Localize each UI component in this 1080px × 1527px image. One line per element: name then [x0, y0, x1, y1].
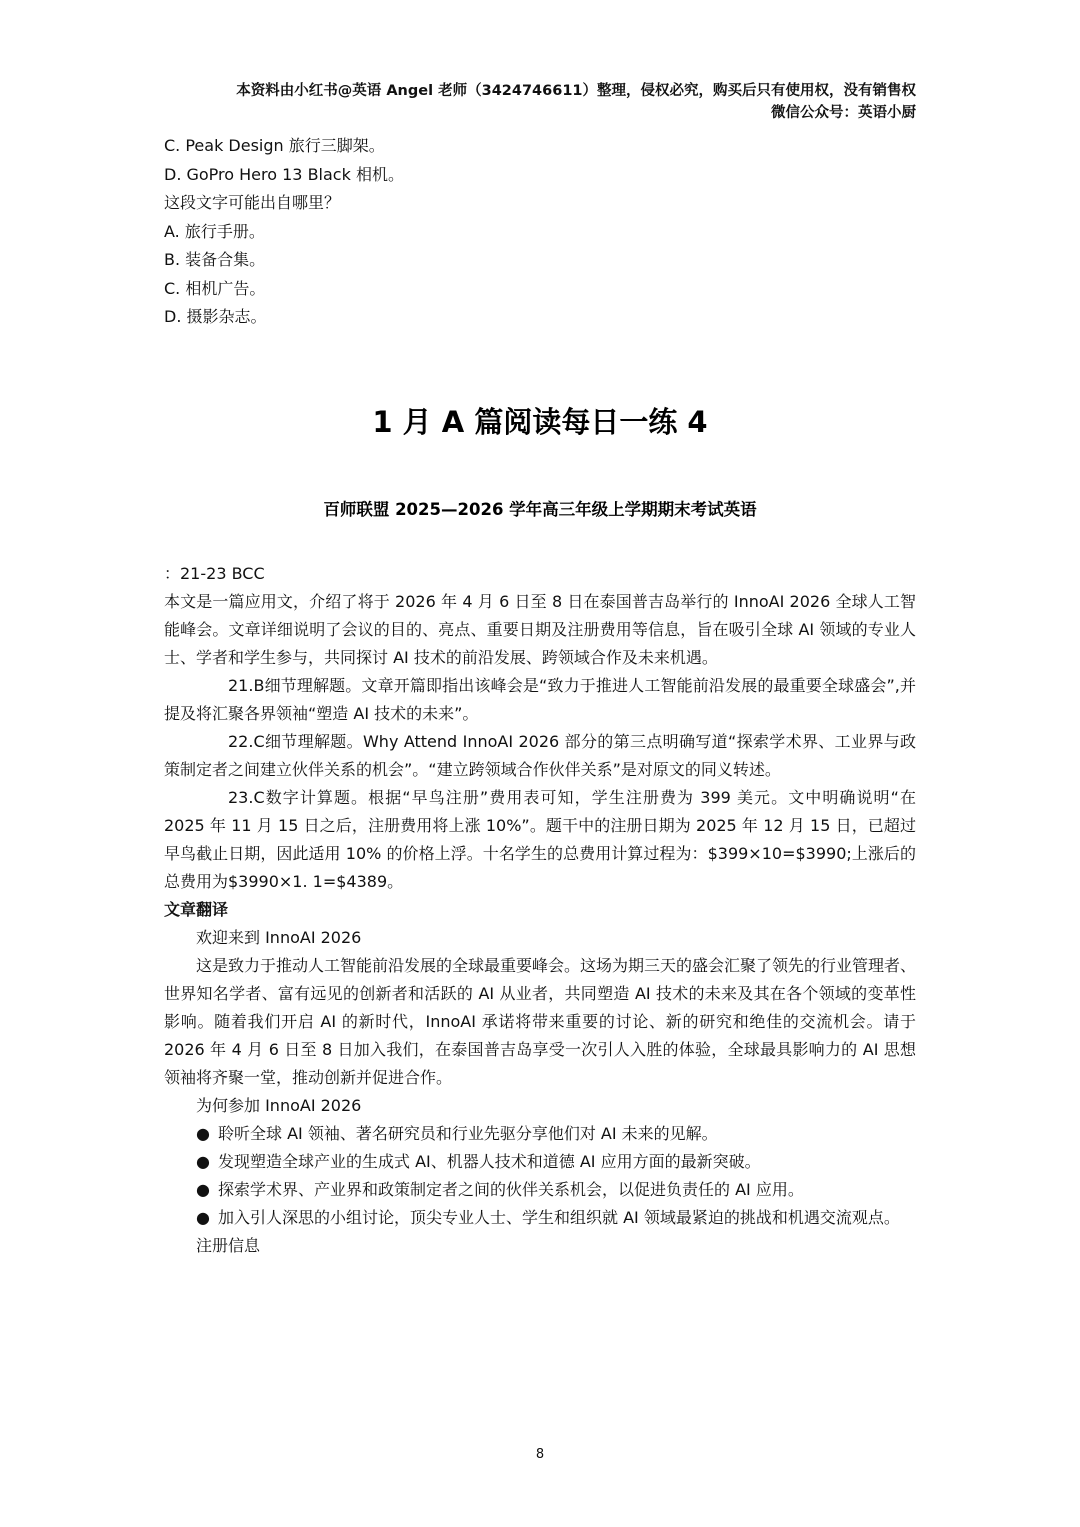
list-item — [164, 1176, 916, 1204]
page-header — [236, 80, 916, 124]
question-options — [164, 132, 916, 332]
option-line: C. 相机广告。 — [164, 278, 266, 298]
header-copyright-line: 本资料由小红书@英语 Angel 老师（3424746611）整理，侵权必究，购买后只有使用权，没有销售权 — [236, 83, 916, 99]
list-item — [164, 1148, 916, 1176]
body-content — [164, 560, 916, 1260]
bullet-icon: ● — [196, 1208, 210, 1227]
question-stem: 这段文字可能出自哪里？ — [164, 193, 341, 212]
page-title: 1 月 A 篇阅读每日一练 4 — [372, 405, 708, 439]
explanation-text: 细节理解题。Why Attend InnoAI 2026 部分的第三点明确写道“探索学术界、工业界与政策制定者之间建立伙伴关系的机会”。“建立跨领域合作伙伴关系”是对原文的同义转述。 — [164, 732, 916, 779]
why-attend-heading: 为何参加 InnoAI 2026 — [196, 1096, 362, 1115]
option-line: D. 摄影杂志。 — [164, 307, 267, 326]
registration-heading: 注册信息 — [196, 1236, 261, 1255]
bullet-text: 加入引人深思的小组讨论，顶尖专业人士、学生和组织就 AI 领域最紧迫的挑战和机遇交流观点。 — [218, 1208, 900, 1227]
option-line: A. 旅行手册。 — [164, 221, 265, 241]
bullet-text: 发现塑造全球产业的生成式 AI、机器人技术和道德 AI 应用方面的最新突破。 — [218, 1152, 761, 1171]
header-wechat-line: 微信公众号：英语小厨 — [771, 105, 916, 121]
bullet-icon: ● — [196, 1124, 210, 1143]
exam-subtitle: 百师联盟 2025—2026 学年高三年级上学期期末考试英语 — [323, 500, 757, 519]
translation-heading: 文章翻译 — [164, 900, 229, 919]
option-line: C. Peak Design 旅行三脚架。 — [164, 136, 385, 155]
option-line: D. GoPro Hero 13 Black 相机。 — [164, 164, 404, 184]
explanation-item — [164, 728, 916, 784]
intro-paragraph: 这是致力于推动人工智能前沿发展的全球最重要峰会。这场为期三天的盛会汇聚了领先的行业管理者、世界知名学者、富有远见的创新者和活跃的 AI 从业者，共同塑造 AI 技术的未来及其在各个领域的变革性影响。随着我们开启 AI 的新时代，InnoAI 承诺将带来重要的讨论、新的研究和绝佳的交流机会。请于 2026 年 4 月 6 日至 8 日加入我们，在泰国普吉岛享受一次引人入胜的体验，全球最具影响力的 AI 思想领袖将齐聚一堂，推动创新并促进合作。 — [164, 956, 917, 1087]
bullet-text: 聆听全球 AI 领袖、著名研究员和行业先驱分享他们对 AI 未来的见解。 — [218, 1124, 718, 1143]
explanation-text: 数字计算题。根据“早鸟注册”费用表可知，学生注册费为 399 美元。文中明确说明“在 2025 年 11 月 15 日之后，注册费用将上涨 10%”。题干中的注册日期为 2025 年 12 月 15 日，已超过早鸟截止日期，因此适用 10% 的价格上浮。十名学生的总费用计算过程为：$399×10=$3990;上涨后的总费用为$3990×1. 1=$4389。 — [164, 788, 916, 891]
page-number: 8 — [535, 1447, 545, 1462]
welcome-line: 欢迎来到 InnoAI 2026 — [196, 928, 362, 947]
explanation-text: 细节理解题。文章开篇即指出该峰会是“致力于推进人工智能前沿发展的最重要全球盛会”,并提及将汇聚各界领袖“塑造 AI 技术的未来”。 — [164, 676, 916, 723]
answer-number: 22.C — [228, 732, 265, 751]
bullet-icon: ● — [196, 1180, 210, 1199]
bullet-icon: ● — [196, 1152, 210, 1171]
answer-number: 21.B — [228, 676, 265, 695]
answer-number: 23.C — [228, 788, 265, 807]
list-item — [164, 1120, 916, 1148]
bullet-text: 探索学术界、产业界和政策制定者之间的伙伴关系机会，以促进负责任的 AI 应用。 — [218, 1180, 804, 1199]
option-line: B. 装备合集。 — [164, 250, 266, 269]
summary-paragraph: 本文是一篇应用文，介绍了将于 2026 年 4 月 6 日至 8 日在泰国普吉岛举行的 InnoAI 2026 全球人工智能峰会。文章详细说明了会议的目的、亮点、重要日期及注册费用等信息，旨在吸引全球 AI 领域的专业人士、学者和学生参与，共同探讨 AI 技术的前沿发展、跨领域合作及未来机遇。 — [164, 592, 916, 667]
explanation-item — [164, 672, 916, 728]
answer-key: ：21-23 BCC — [164, 564, 265, 583]
explanation-item — [164, 784, 916, 896]
list-item — [164, 1204, 916, 1232]
